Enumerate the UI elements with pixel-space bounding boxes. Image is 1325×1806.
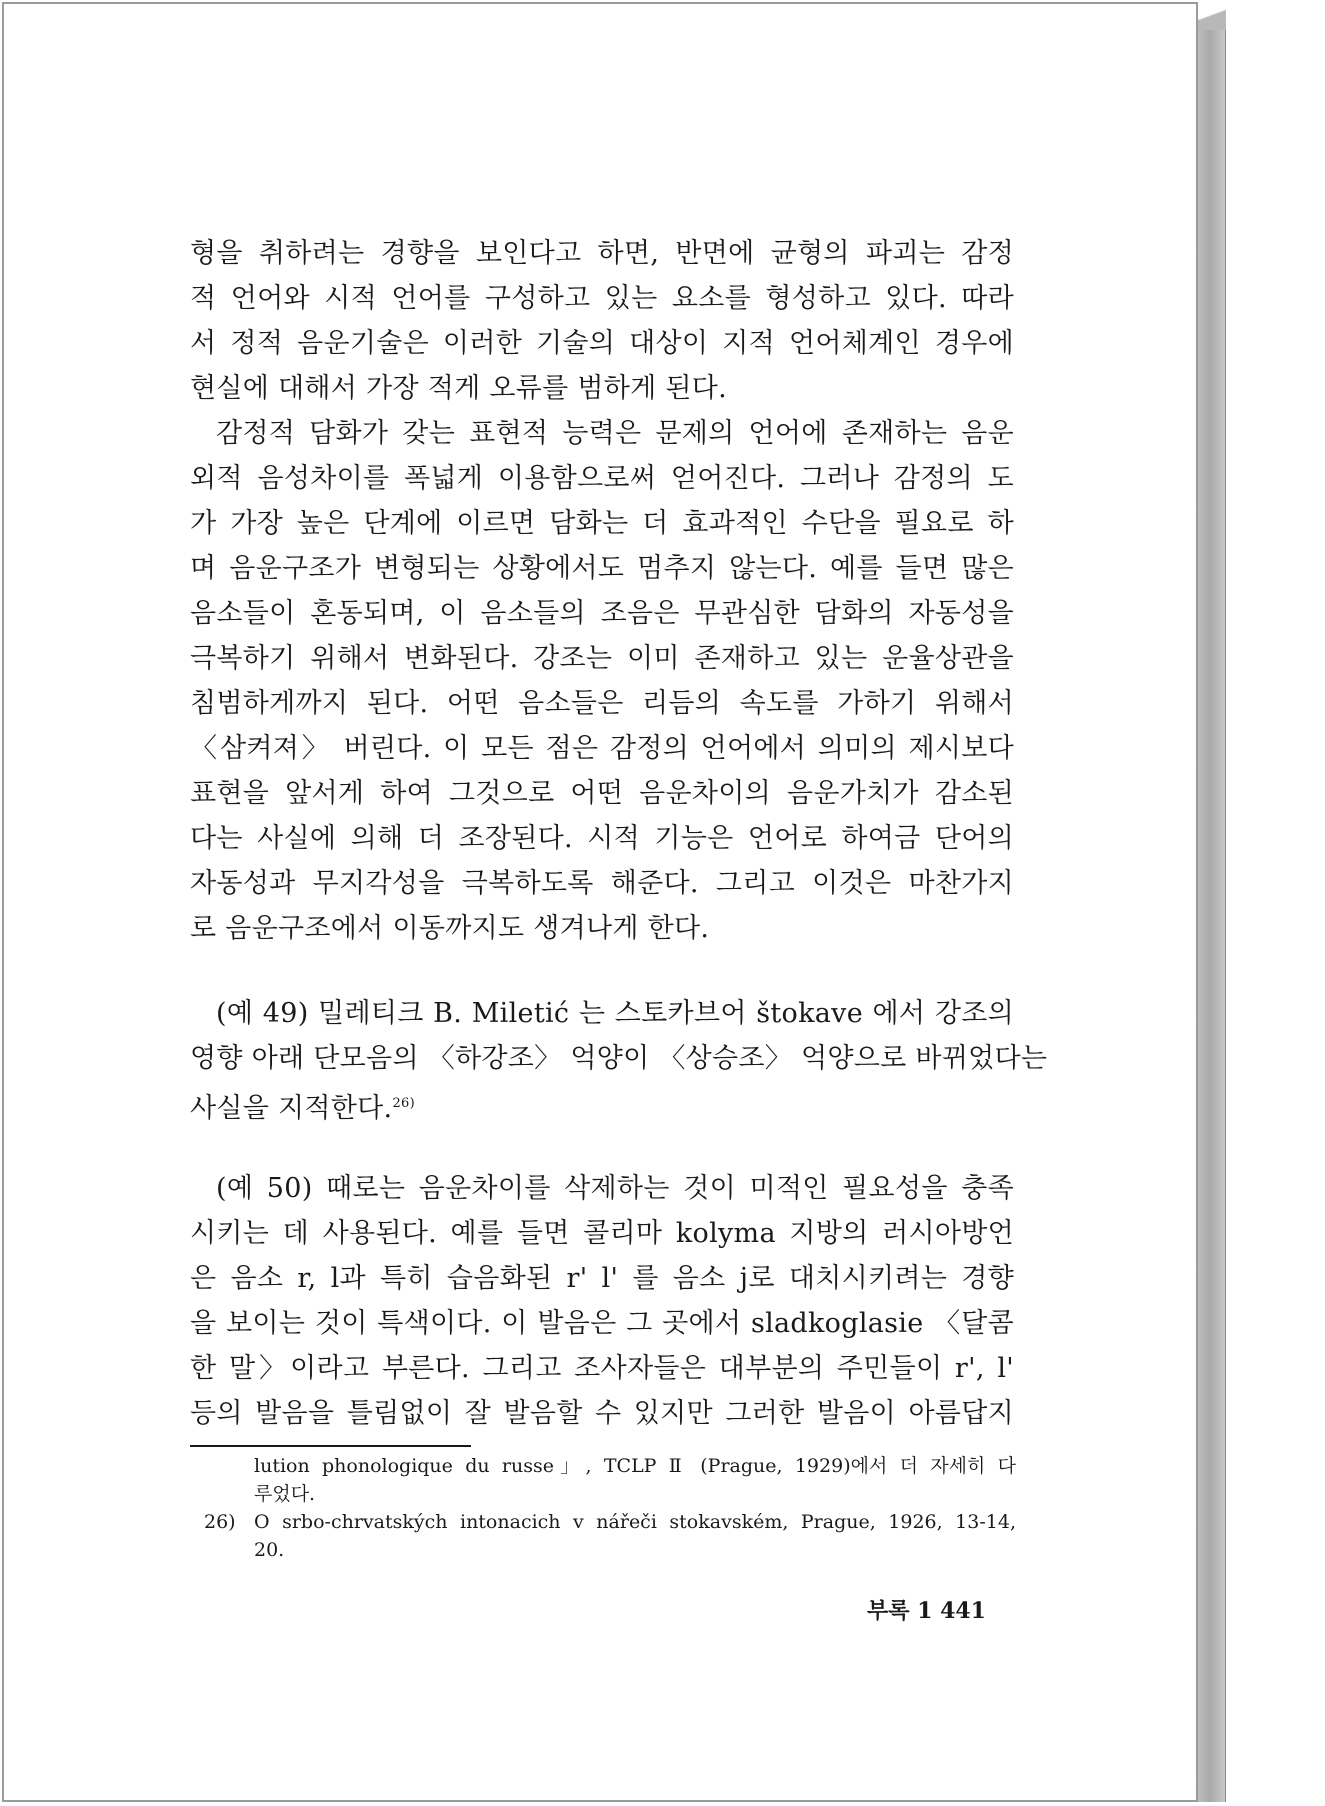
paragraph-gap <box>190 951 1014 991</box>
text-line: 은 음소 r, l과 특히 습음화된 r' l' 를 음소 j로 대치시키려는 경향 <box>190 1263 1014 1294</box>
text-line: 을 보이는 것이 특색이다. 이 발음은 그 곳에서 sladkoglasie 〈달콤 <box>190 1308 1014 1339</box>
text-line: (예 50) 때로는 음운차이를 삭제하는 것이 미적인 필요성을 충족 <box>216 1173 1014 1204</box>
text-line <box>190 1081 1014 1126</box>
paragraph-2 <box>190 411 1014 951</box>
text-line: 외적 음성차이를 폭넓게 이용함으로써 얻어진다. 그러나 감정의 도 <box>190 463 1014 494</box>
footnote-26 <box>204 1508 1016 1536</box>
page-stack-edge <box>1198 2 1226 1802</box>
text-line: 등의 발음을 틀림없이 잘 발음할 수 있지만 그러한 발음이 아름답지 <box>190 1398 1014 1429</box>
text-line: 며 음운구조가 변형되는 상황에서도 멈추지 않는다. 예를 들면 많은 <box>190 553 1014 584</box>
paragraph-1 <box>190 231 1014 411</box>
text-line: 감정적 담화가 갖는 표현적 능력은 문제의 언어에 존재하는 음운 <box>216 418 1014 449</box>
text-line: (예 49) 밀레티크 B. Miletić 는 스토카브어 štokave 에서 강조의 <box>216 998 1014 1029</box>
text-line: 다는 사실에 의해 더 조장된다. 시적 기능은 언어로 하여금 단어의 <box>190 823 1014 854</box>
footnote-continuation-line: 루었다. <box>254 1483 316 1505</box>
footnotes <box>204 1452 1016 1564</box>
text-line: 침범하게까지 된다. 어떤 음소들은 리듬의 속도를 가하기 위해서 <box>190 688 1014 719</box>
footnote-continuation-line: lution phonologique du russe」, TCLP Ⅱ (Prague, 1929)에서 더 자세히 다 <box>254 1455 1016 1477</box>
text-line: 음소들이 혼동되며, 이 음소들의 조음은 무관심한 담화의 자동성을 <box>190 598 1014 629</box>
text-segment: 사실을 지적한다. <box>190 1093 393 1124</box>
text-line: 극복하기 위해서 변화된다. 강조는 이미 존재하고 있는 운율상관을 <box>190 643 1014 674</box>
example-49 <box>190 991 1048 1126</box>
text-line: 현실에 대해서 가장 적게 오류를 범하게 된다. <box>190 373 728 404</box>
text-line: 자동성과 무지각성을 극복하도록 해준다. 그리고 이것은 마찬가지 <box>190 868 1014 899</box>
book-page <box>2 2 1198 1802</box>
text-line: 한 말〉이라고 부른다. 그리고 조사자들은 대부분의 주민들이 r', l' <box>190 1353 1014 1384</box>
page-body <box>190 231 1048 1436</box>
example-50 <box>190 1166 1014 1436</box>
text-line: 서 정적 음운기술은 이러한 기술의 대상이 지적 언어체계인 경우에 <box>190 328 1014 359</box>
text-line: 표현을 앞서게 하여 그것으로 어떤 음운차이의 음운가치가 감소된 <box>190 778 1014 809</box>
footnote-continuation-line: 20. <box>254 1539 285 1561</box>
page-number: 부록 1 441 <box>866 1598 986 1624</box>
paragraph-gap <box>190 1126 1014 1166</box>
footnote-divider <box>190 1445 471 1447</box>
text-line: 가 가장 높은 단계에 이르면 담화는 더 효과적인 수단을 필요로 하 <box>190 508 1014 539</box>
footnote-number: 26) <box>204 1511 236 1533</box>
text-line: 시키는 데 사용된다. 예를 들면 콜리마 kolyma 지방의 러시아방언 <box>190 1218 1014 1249</box>
footnote-text: O srbo-chrvatských intonacich v nářeči stokavském, Prague, 1926, 13-14, <box>254 1511 1016 1533</box>
footnote-reference[interactable]: 26) <box>392 1096 415 1111</box>
text-line: 적 언어와 시적 언어를 구성하고 있는 요소를 형성하고 있다. 따라 <box>190 283 1014 314</box>
text-line: 형을 취하려는 경향을 보인다고 하면, 반면에 균형의 파괴는 감정 <box>190 238 1014 269</box>
text-line: 〈삼켜져〉 버린다. 이 모든 점은 감정의 언어에서 의미의 제시보다 <box>190 733 1014 764</box>
text-line: 로 음운구조에서 이동까지도 생겨나게 한다. <box>190 913 710 944</box>
text-line: 영향 아래 단모음의 〈하강조〉 억양이 〈상승조〉 억양으로 바뀌었다는 <box>190 1043 1048 1074</box>
